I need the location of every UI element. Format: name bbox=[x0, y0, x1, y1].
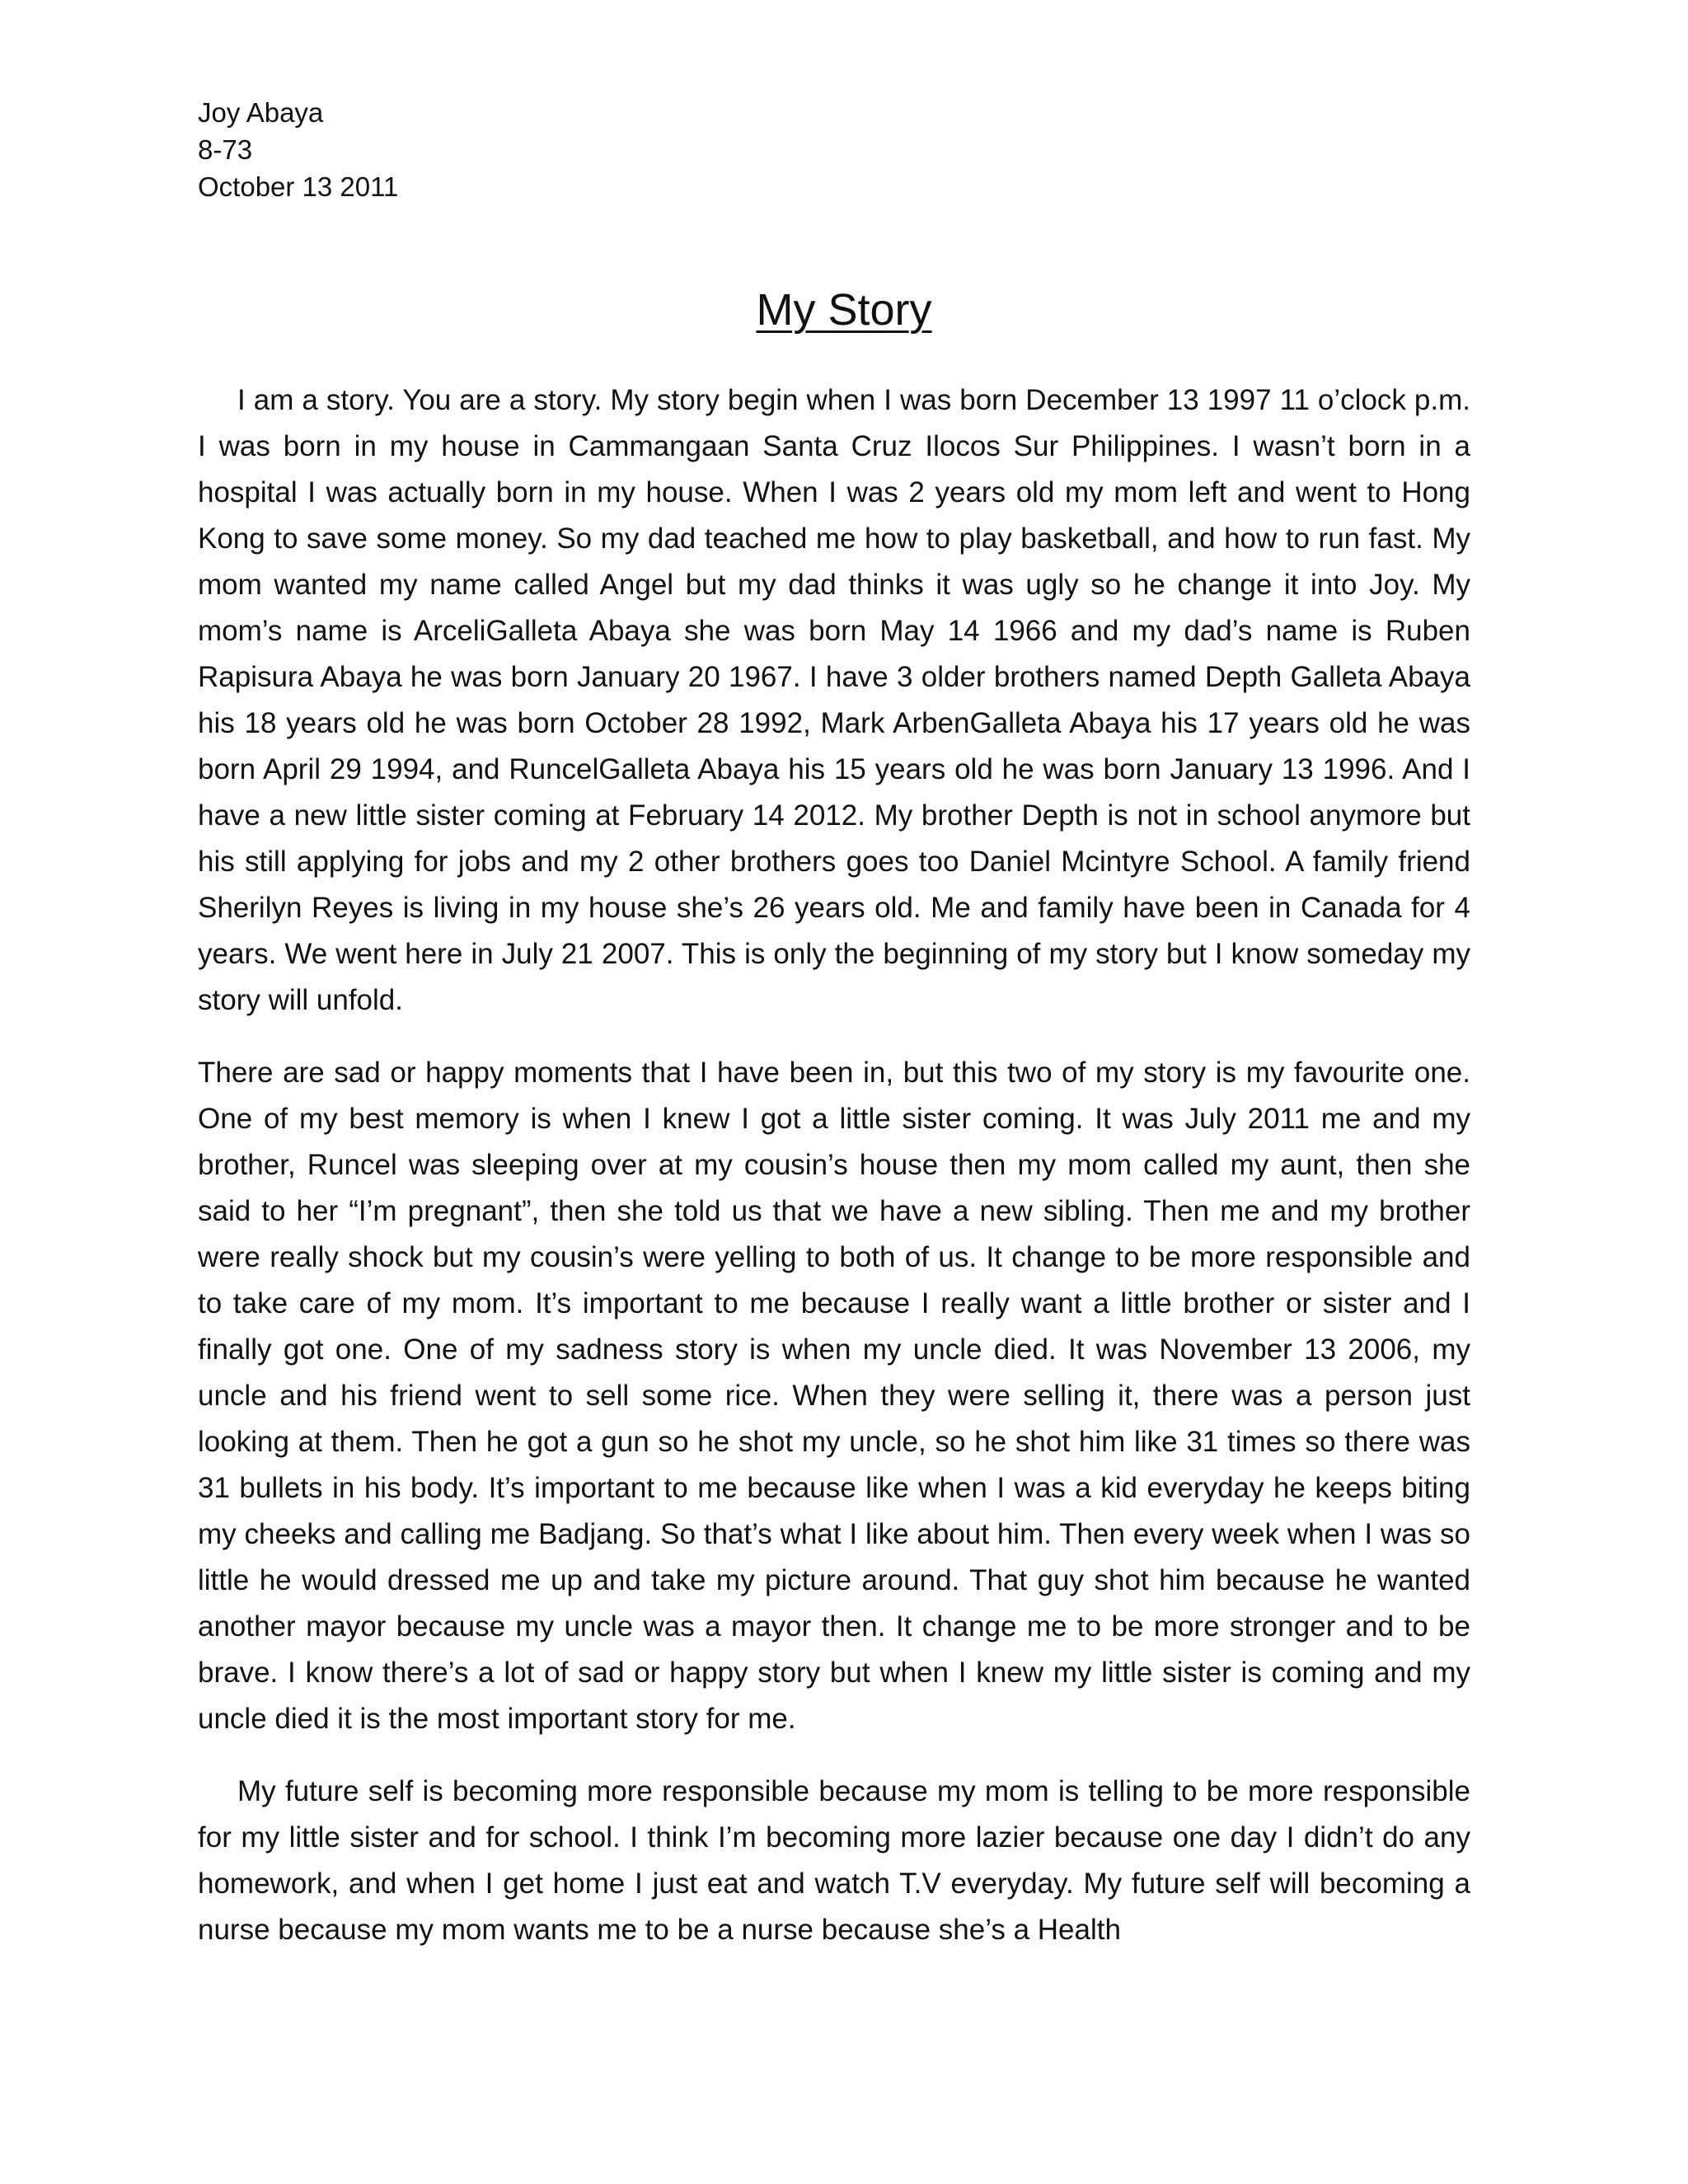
class-code: 8-73 bbox=[198, 134, 253, 165]
paragraph-1: I am a story. You are a story. My story begin when I was born December 13 1997 11 o’clock p.m. I was born in my house in Cammangaan Santa Cruz Ilocos Sur Philippines. I wasn’t born in a hospital I was actually born in my house. When I was 2 years old my mom left and went to Hong Kong to save some money. So my dad teached me how to play basketball, and how to run fast. My mom wanted my name called Angel but my dad thinks it was ugly so he change it into Joy. My mom’s name is ArceliGalleta Abaya she was born May 14 1966 and my dad’s name is Ruben Rapisura Abaya he was born January 20 1967. I have 3 older brothers named Depth Galleta Abaya his 18 years old he was born October 28 1992, Mark ArbenGalleta Abaya his 17 years old he was born April 29 1994, and RuncelGalleta Abaya his 15 years old he was born January 13 1996. And I have a new little sister coming at February 14 2012. My brother Depth is not in school anymore but his still applying for jobs and my 2 other brothers goes too Daniel Mcintyre School. A family friend Sherilyn Reyes is living in my house she’s 26 years old. Me and family have been in Canada for 4 years. We went here in July 21 2007. This is only the beginning of my story but I know someday my story will unfold. bbox=[198, 384, 1470, 1016]
title-text: My Story bbox=[756, 285, 932, 335]
document-body bbox=[198, 377, 1470, 1980]
document-header bbox=[198, 94, 398, 205]
author-name: Joy Abaya bbox=[198, 97, 324, 128]
document-title bbox=[0, 284, 1688, 336]
document-date: October 13 2011 bbox=[198, 171, 399, 202]
paragraph-2: There are sad or happy moments that I have been in, but this two of my story is my favourite one. One of my best memory is when I knew I got a little sister coming. It was July 2011 me and my brother, Runcel was sleeping over at my cousin’s house then my mom called my aunt, then she said to her “I’m pregnant”, then she told us that we have a new sibling. Then me and my brother were really shock but my cousin’s were yelling to both of us. It change to be more responsible and to take care of my mom. It’s important to me because I really want a little brother or sister and I finally got one. One of my sadness story is when my uncle died. It was November 13 2006, my uncle and his friend went to sell some rice. When they were selling it, there was a person just looking at them. Then he got a gun so he shot my uncle, so he shot him like 31 times so there was 31 bullets in his body. It’s important to me because like when I was a kid everyday he keeps biting my cheeks and calling me Badjang. So that’s what I like about him. Then every week when I was so little he would dressed me up and take my picture around. That guy shot him because he wanted another mayor because my uncle was a mayor then. It change me to be more stronger and to be brave. I know there’s a lot of sad or happy story but when I knew my little sister is coming and my uncle died it is the most important story for me. bbox=[198, 1057, 1470, 1735]
paragraph-3: My future self is becoming more responsible because my mom is telling to be more responsible for my little sister and for school. I think I’m becoming more lazier because one day I didn’t do any homework, and when I get home I just eat and watch T.V everyday. My future self will becoming a nurse because my mom wants me to be a nurse because she’s a Health bbox=[198, 1775, 1470, 1946]
